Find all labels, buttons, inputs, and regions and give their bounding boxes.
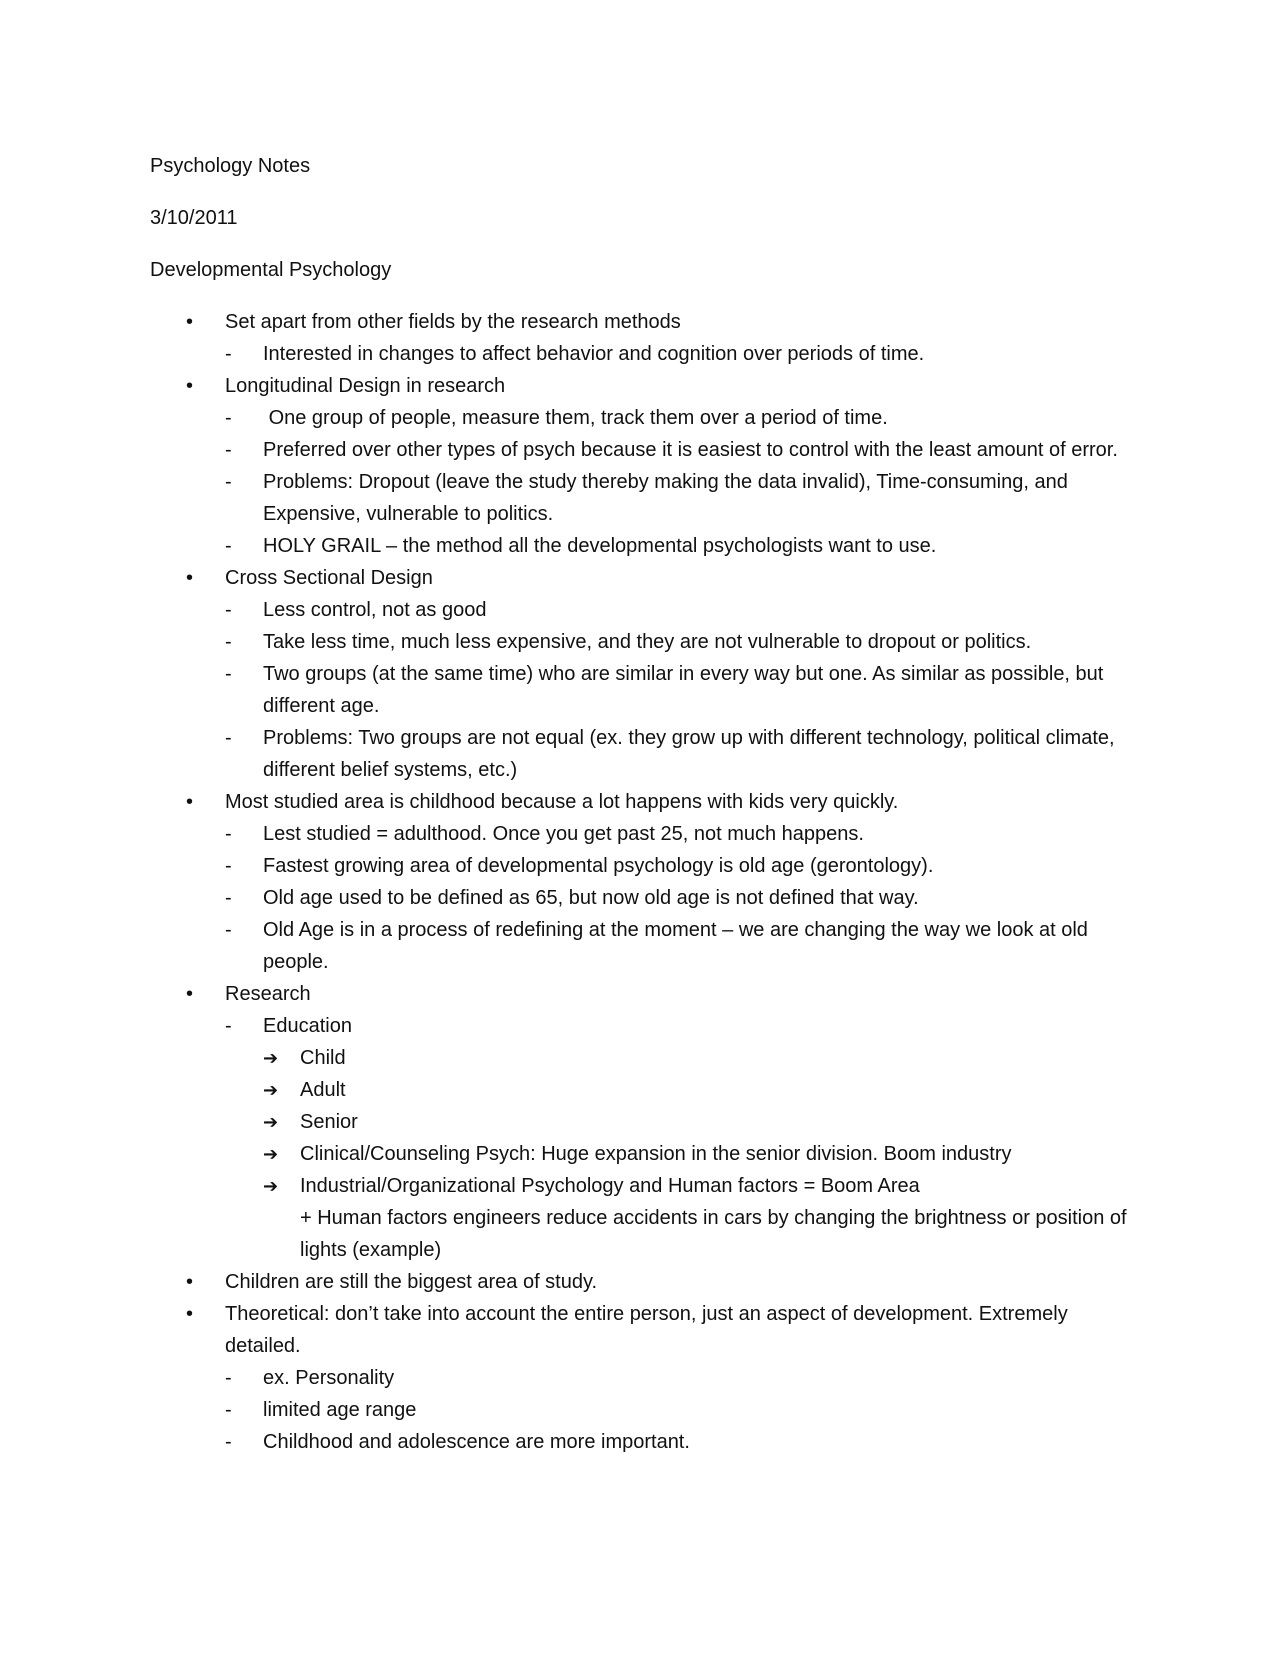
sub-list	[225, 594, 1130, 786]
sub-item-text: Childhood and adolescence are more important.	[263, 1431, 690, 1453]
sub-item	[225, 818, 1130, 850]
dash-icon: -	[225, 439, 232, 461]
bullet-item	[150, 786, 1130, 978]
sub-list	[225, 402, 1130, 562]
sub-item-text: Old age used to be defined as 65, but now old age is not defined that way.	[263, 887, 919, 909]
dash-icon: -	[225, 631, 232, 653]
bullet-text: Cross Sectional Design	[225, 567, 433, 589]
bullet-text: Research	[225, 983, 311, 1005]
bullet-icon: •	[186, 375, 194, 397]
sub-item	[225, 402, 1130, 434]
bullet-item	[150, 978, 1133, 1266]
arrow-item-text: Senior	[300, 1111, 358, 1133]
sub-item-text: Fastest growing area of developmental psychology is old age (gerontology).	[263, 855, 934, 877]
main-bullet-list	[150, 306, 1133, 1458]
bullet-text: Theoretical: don’t take into account the entire person, just an aspect of development. Extremely detailed.	[225, 1303, 1074, 1357]
bullet-icon: •	[186, 311, 194, 333]
dash-icon: -	[225, 599, 232, 621]
sub-item-text: Less control, not as good	[263, 599, 487, 621]
sub-item	[225, 1426, 1130, 1458]
dash-icon: -	[225, 535, 232, 557]
arrow-item	[263, 1074, 1130, 1106]
sub-item-text: Old Age is in a process of redefining at the moment – we are changing the way we look at old people.	[263, 919, 1094, 973]
section-heading: Developmental Psychology	[150, 259, 392, 281]
arrow-item-text: Child	[300, 1047, 346, 1069]
dash-icon: -	[225, 407, 232, 429]
sub-item-text: Take less time, much less expensive, and they are not vulnerable to dropout or politics.	[263, 631, 1032, 653]
sub-item-text: limited age range	[263, 1399, 417, 1421]
sub-item-text: Lest studied = adulthood. Once you get past 25, not much happens.	[263, 823, 864, 845]
dash-icon: -	[225, 727, 232, 749]
bullet-item	[150, 370, 1130, 562]
dash-icon: -	[225, 1367, 232, 1389]
bullet-icon: •	[186, 791, 194, 813]
arrow-item-text: Clinical/Counseling Psych: Huge expansion in the senior division. Boom industry	[300, 1143, 1012, 1165]
arrow-item-text: Adult	[300, 1079, 346, 1101]
sub-item	[225, 1010, 1133, 1266]
sub-list	[225, 1362, 1130, 1458]
sub-item	[225, 434, 1130, 466]
dash-icon: -	[225, 887, 232, 909]
bullet-text: Most studied area is childhood because a lot happens with kids very quickly.	[225, 791, 899, 813]
bullet-icon: •	[186, 983, 194, 1005]
bullet-icon: •	[186, 1303, 194, 1325]
dash-icon: -	[225, 663, 232, 685]
sub-item	[225, 914, 1130, 978]
dash-icon: -	[225, 1399, 232, 1421]
sub-item	[225, 594, 1130, 626]
arrow-item	[263, 1170, 1130, 1202]
dash-icon: -	[225, 343, 232, 365]
bullet-item	[150, 1298, 1130, 1458]
bullet-text: Set apart from other fields by the research methods	[225, 311, 681, 333]
sub-item	[225, 882, 1130, 914]
sub-item	[225, 338, 1130, 370]
arrow-item	[263, 1042, 1130, 1074]
sub-item-text: Education	[263, 1015, 352, 1037]
arrow-right-icon: ➔	[263, 1080, 279, 1100]
dash-icon: -	[225, 855, 232, 877]
dash-icon: -	[225, 471, 232, 493]
sub-list	[225, 818, 1130, 978]
arrow-right-icon: ➔	[263, 1144, 279, 1164]
arrow-item	[263, 1106, 1130, 1138]
sub-item-text: Problems: Dropout (leave the study thereby making the data invalid), Time-consuming, and Expensive, vulnerable to politics.	[263, 471, 1074, 525]
dash-icon: -	[225, 919, 232, 941]
arrow-list	[263, 1042, 1130, 1202]
sub-item	[225, 1394, 1130, 1426]
bullet-text: Children are still the biggest area of study.	[225, 1271, 598, 1293]
dash-icon: -	[225, 1431, 232, 1453]
sub-item-text: Two groups (at the same time) who are similar in every way but one. As similar as possible, but different age.	[263, 663, 1109, 717]
sub-list	[225, 1010, 1133, 1266]
sub-item	[225, 850, 1130, 882]
sub-item	[225, 530, 1130, 562]
sub-item	[225, 1362, 1130, 1394]
arrow-right-icon: ➔	[263, 1048, 279, 1068]
dash-icon: -	[225, 1015, 232, 1037]
sub-item-text: HOLY GRAIL – the method all the developmental psychologists want to use.	[263, 535, 937, 557]
arrow-item	[263, 1138, 1130, 1170]
sub-item-text: Problems: Two groups are not equal (ex. they grow up with different technology, political climate, different belief systems, etc.)	[263, 727, 1121, 781]
sub-item-text: Preferred over other types of psych because it is easiest to control with the least amount of error.	[263, 439, 1118, 461]
arrow-right-icon: ➔	[263, 1112, 279, 1132]
bullet-item	[150, 306, 1130, 370]
arrow-continuation-text: + Human factors engineers reduce accidents in cars by changing the brightness or position of lights (example)	[300, 1207, 1133, 1261]
bullet-text: Longitudinal Design in research	[225, 375, 506, 397]
sub-item-text: Interested in changes to affect behavior and cognition over periods of time.	[263, 343, 925, 365]
bullet-item	[150, 562, 1130, 786]
arrow-right-icon: ➔	[263, 1176, 279, 1196]
bullet-item	[150, 1266, 1130, 1298]
document-body	[150, 150, 1133, 1458]
notes-title: Psychology Notes	[150, 155, 311, 177]
sub-item-text: One group of people, measure them, track them over a period of time.	[263, 407, 888, 429]
dash-icon: -	[225, 823, 232, 845]
notes-date: 3/10/2011	[150, 207, 238, 229]
sub-item	[225, 626, 1130, 658]
sub-item	[225, 658, 1130, 722]
bullet-icon: •	[186, 1271, 194, 1293]
sub-item	[225, 722, 1130, 786]
sub-item-text: ex. Personality	[263, 1367, 395, 1389]
arrow-item-text: Industrial/Organizational Psychology and Human factors = Boom Area	[300, 1175, 920, 1197]
bullet-icon: •	[186, 567, 194, 589]
sub-item	[225, 466, 1130, 530]
sub-list	[225, 338, 1130, 370]
